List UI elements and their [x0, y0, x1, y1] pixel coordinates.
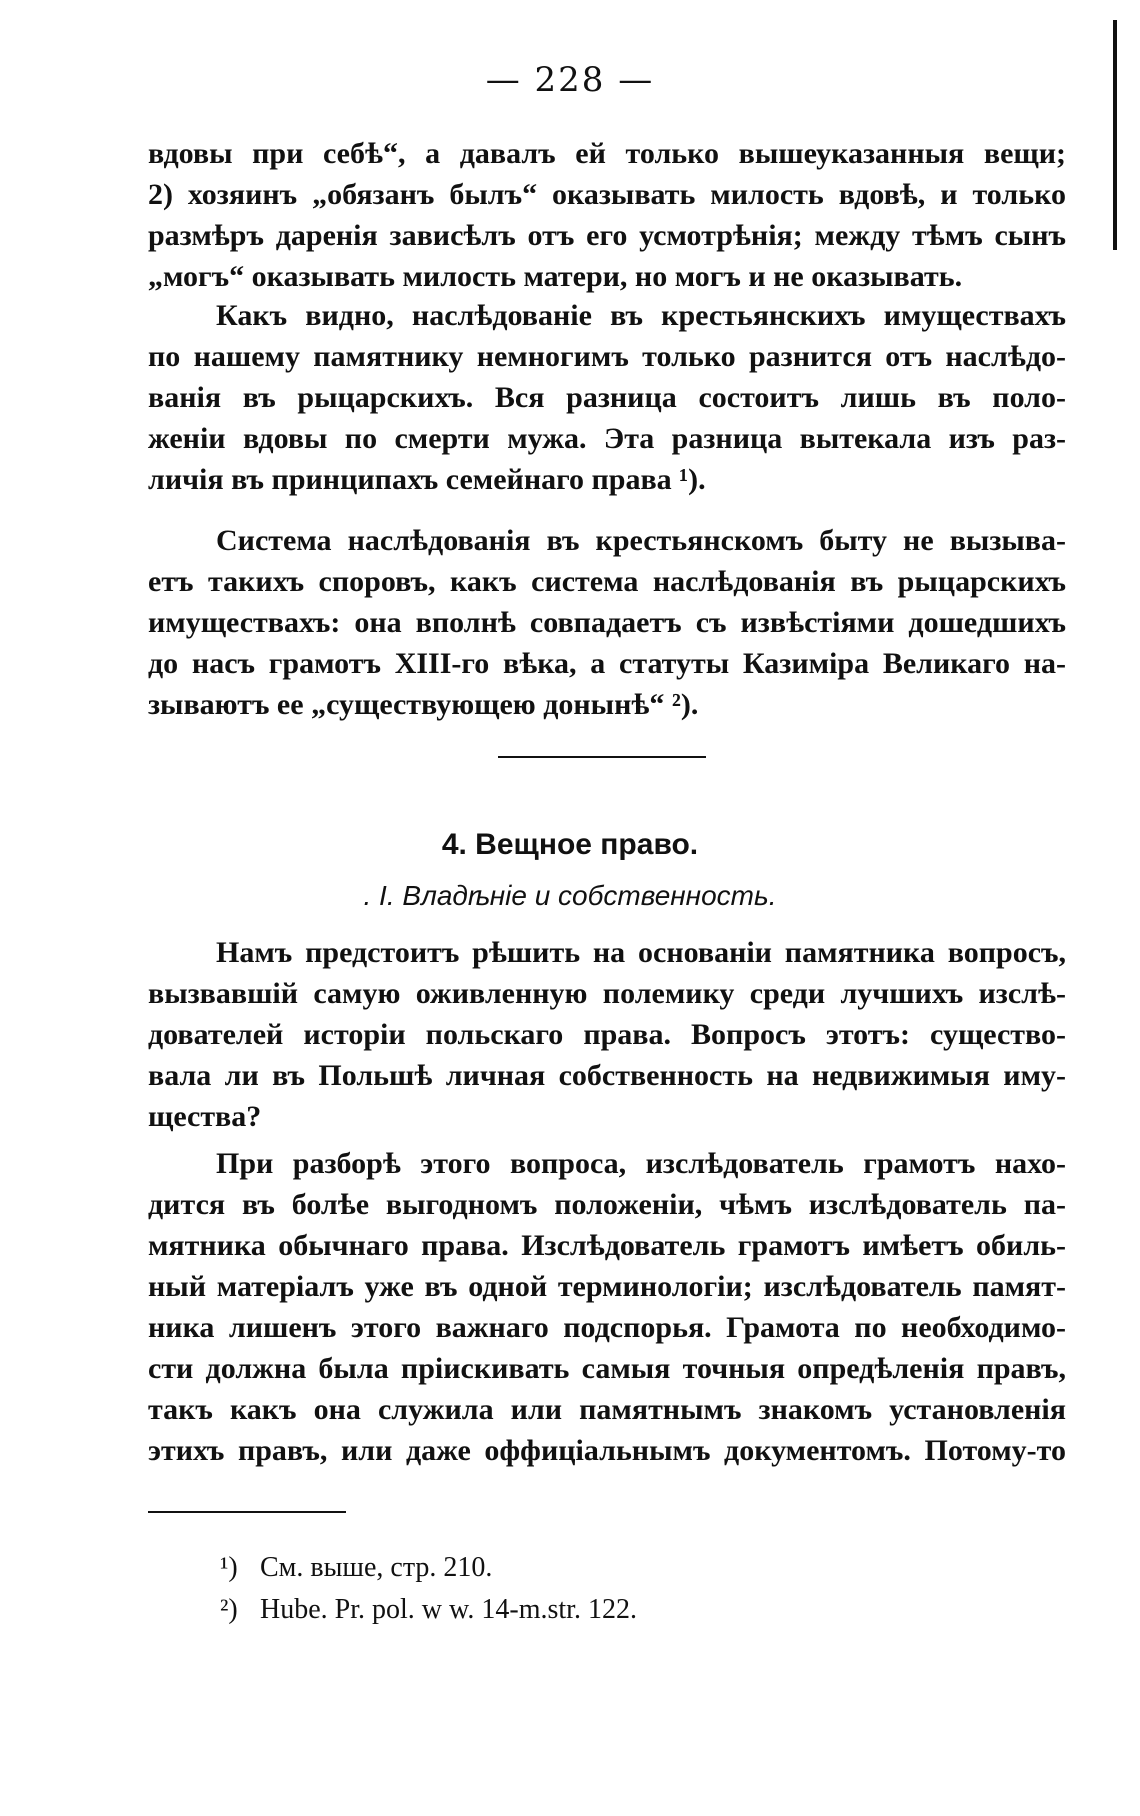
paragraph-1 — [148, 133, 1066, 297]
paragraph-3 — [148, 520, 1066, 725]
text-line: этихъ правъ, или даже оффиціальнымъ документомъ. Потому-то — [148, 1434, 1066, 1467]
paragraph-4 — [148, 932, 1066, 1137]
footnote-2 — [220, 1589, 637, 1631]
text-line: размѣръ даренія зависѣлъ отъ его усмотрѣнія; между тѣмъ сынъ — [148, 219, 1066, 252]
footnote-mark: ²) — [220, 1594, 238, 1625]
text-line: мятника обычнаго права. Изслѣдователь грамотъ имѣетъ обиль- — [148, 1229, 1066, 1262]
text-line: 2) хозяинъ „обязанъ былъ“ оказывать милость вдовѣ, и только — [148, 178, 1066, 211]
text-line: ника лишенъ этого важнаго подспорья. Грамота по необходимо- — [148, 1311, 1066, 1344]
footnote-1 — [220, 1547, 637, 1589]
text-line: вдовы при себѣ“, а давалъ ей только вышеуказанныя вещи; — [148, 137, 1066, 170]
footnote-divider — [148, 1511, 346, 1513]
text-line: вызвавшій самую оживленную полемику среди лучшихъ изслѣ- — [148, 977, 1066, 1010]
text-line: Система наслѣдованія въ крестьянскомъ быту не вызыва- — [216, 524, 1066, 557]
text-line: ный матеріалъ уже въ одной терминологіи; изслѣдователь памят- — [148, 1270, 1066, 1303]
text-line: до насъ грамотъ XIII-го вѣка, а статуты Казиміра Великаго на- — [148, 647, 1066, 680]
page-edge-mark — [1113, 20, 1117, 250]
paragraph-5 — [148, 1143, 1066, 1471]
footnotes — [220, 1547, 637, 1631]
footnote-mark: ¹) — [220, 1552, 238, 1583]
text-line: имуществахъ: она вполнѣ совпадаетъ съ извѣстіями дошедшихъ — [148, 606, 1066, 639]
section-divider — [498, 756, 706, 758]
footnote-text: См. выше, стр. 210. — [260, 1552, 493, 1583]
text-line: ванія въ рыцарскихъ. Вся разница состоитъ лишь въ поло- — [148, 381, 1066, 414]
text-line: сти должна была пріискивать самыя точныя опредѣленія правъ, — [148, 1352, 1066, 1385]
text-line: етъ такихъ споровъ, какъ система наслѣдованія въ рыцарскихъ — [148, 565, 1066, 598]
paragraph-2 — [148, 295, 1066, 500]
text-line: вала ли въ Польшѣ личная собственность на недвижимыя иму- — [148, 1059, 1066, 1092]
text-line: щества? — [148, 1100, 262, 1133]
page-number: — 228 — — [485, 60, 655, 100]
text-line: по нашему памятнику немногимъ только разнится отъ наслѣдо- — [148, 340, 1066, 373]
text-line: дится въ болѣе выгодномъ положеніи, чѣмъ изслѣдователь па- — [148, 1188, 1066, 1221]
footnote-text: Hube. Pr. pol. w w. 14-m.str. 122. — [260, 1594, 637, 1625]
text-line: женіи вдовы по смерти мужа. Эта разница вытекала изъ раз- — [148, 422, 1066, 455]
section-title: 4. Вещное право. — [441, 828, 699, 861]
text-line: зываютъ ее „существующею донынѣ“ ²). — [148, 688, 699, 721]
subsection-title: . I. Владѣніе и собственность. — [363, 880, 777, 911]
text-line: Какъ видно, наслѣдованіе въ крестьянскихъ имуществахъ — [216, 299, 1066, 332]
text-line: дователей исторіи польскаго права. Вопросъ этотъ: существо- — [148, 1018, 1066, 1051]
text-line: При разборѣ этого вопроса, изслѣдователь грамотъ нахо- — [216, 1147, 1066, 1180]
text-line: такъ какъ она служила или памятнымъ знакомъ установленія — [148, 1393, 1066, 1426]
text-line: личія въ принципахъ семейнаго права ¹). — [148, 463, 706, 496]
text-line: Намъ предстоитъ рѣшить на основаніи памятника вопросъ, — [216, 936, 1066, 969]
text-line: „могъ“ оказывать милость матери, но могъ и не оказывать. — [148, 260, 963, 293]
